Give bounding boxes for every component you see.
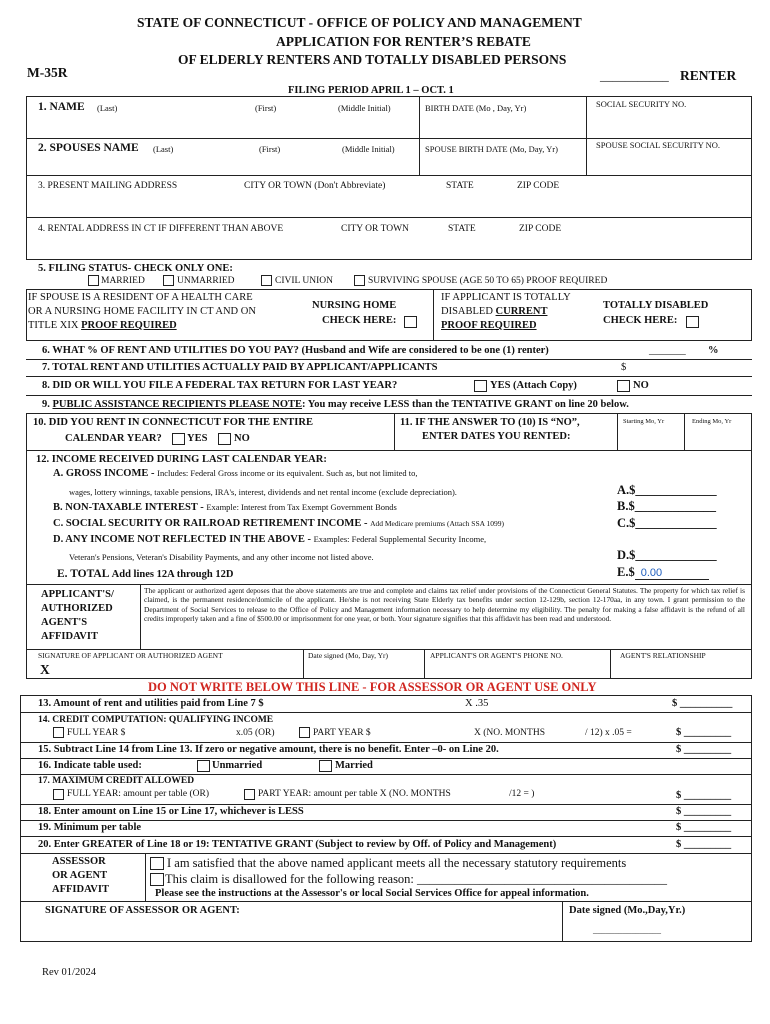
q10-no-checkbox[interactable] [218, 433, 231, 445]
spouse-first-label: (First) [259, 144, 281, 154]
q12b-text: B. NON-TAXABLE INTEREST - Example: Interest from Tax Exempt Government Bonds [53, 502, 397, 513]
q10-yes-checkbox[interactable] [172, 433, 185, 445]
line18-text: 18. Enter amount on Line 15 or Line 17, whichever is LESS [38, 806, 304, 817]
spouse-middle-label: (Middle Initial) [342, 144, 395, 154]
line17-text: 17. MAXIMUM CREDIT ALLOWED [38, 776, 195, 786]
q12c-field[interactable]: C.$_____________ [617, 516, 717, 530]
spouse-name-label: 2. SPOUSES NAME [38, 142, 139, 154]
line14-x05: x.05 (OR) [236, 728, 275, 738]
assessor-aff-title-l3: AFFIDAVIT [52, 884, 109, 895]
q7-input[interactable] [630, 360, 750, 375]
name-label: 1. NAME [38, 101, 85, 113]
renter-blank[interactable]: ___________ [600, 69, 669, 83]
satisfied-checkbox[interactable] [150, 857, 164, 870]
birth-date-input[interactable] [421, 115, 585, 137]
rental-address-label: 4. RENTAL ADDRESS IN CT IF DIFFERENT THAN ABOVE [38, 224, 284, 234]
name-input[interactable] [28, 115, 418, 137]
nursing-line3: TITLE XIX PROOF REQUIRED [28, 320, 177, 331]
q9-text: 9. PUBLIC ASSISTANCE RECIPIENTS PLEASE NOTE: You may receive LESS than the TENTATIVE GRANT on line 20 below. [42, 399, 629, 410]
line17-part-checkbox[interactable] [244, 789, 255, 800]
affidavit-title-l1: APPLICANT'S/ [41, 589, 114, 600]
line13-field[interactable]: $ __________ [672, 698, 733, 709]
line17-div: /12 = ) [509, 789, 535, 799]
disabled-line2: DISABLED CURRENT [441, 306, 548, 317]
disabled-line1: IF APPLICANT IS TOTALLY [441, 292, 571, 303]
q12d-field[interactable]: D.$_____________ [617, 548, 717, 562]
instructions-text: Please see the instructions at the Assessor's or local Social Services Office for appeal information. [155, 888, 589, 899]
disallowed-checkbox[interactable] [150, 873, 164, 886]
spouse-ssn-input[interactable] [588, 153, 750, 174]
mailing-city-label: CITY OR TOWN (Don't Abbreviate) [244, 181, 386, 191]
line20-field[interactable]: $ _________ [676, 839, 732, 850]
q12c-text: C. SOCIAL SECURITY OR RAILROAD RETIREMENT INCOME - Add Medicare premiums (Attach SSA 1099) [53, 518, 505, 529]
signature-input[interactable] [55, 661, 300, 677]
header-title-line1: STATE OF CONNECTICUT - OFFICE OF POLICY AND MANAGEMENT [137, 15, 582, 30]
relationship-label: AGENT'S RELATIONSHIP [620, 651, 706, 660]
rental-state-label: STATE [448, 224, 476, 234]
rental-city-label: CITY OR TOWN [341, 224, 409, 234]
affidavit-title-l2: AUTHORIZED [41, 603, 113, 614]
assessor-banner: DO NOT WRITE BELOW THIS LINE - FOR ASSESSOR OR AGENT USE ONLY [148, 680, 597, 694]
rental-zip-label: ZIP CODE [519, 224, 562, 234]
disabled-check-line2: CHECK HERE: [603, 315, 678, 326]
surviving-spouse-checkbox[interactable] [354, 275, 365, 286]
satisfied-text: I am satisfied that the above named applicant meets all the necessary statutory requirements [167, 856, 627, 870]
spouse-name-input[interactable] [28, 156, 418, 174]
line17-full: FULL YEAR: amount per table (OR) [67, 789, 210, 799]
q6-pct: % [708, 345, 719, 356]
mailing-address-label: 3. PRESENT MAILING ADDRESS [38, 181, 178, 191]
line14-full-checkbox[interactable] [53, 727, 64, 738]
assessor-aff-title-l1: ASSESSOR [52, 856, 106, 867]
line14-part-year: PART YEAR $ [313, 728, 371, 738]
affidavit-title-l4: AFFIDAVIT [41, 631, 98, 642]
q12a-desc2: wages, lottery winnings, taxable pensions, IRA's, interest, dividends and net rental income (exclude depreciation). [69, 487, 457, 497]
date-signed-label: Date signed (Mo, Day, Yr) [308, 651, 389, 660]
line14-no-months: X (NO. MONTHS [474, 728, 545, 738]
q8-no-checkbox[interactable] [617, 380, 630, 392]
q10-line2: CALENDAR YEAR? [65, 433, 162, 444]
date-signed-input[interactable] [305, 662, 423, 677]
nursing-home-checkbox[interactable] [404, 316, 417, 328]
q6-blank[interactable]: _______ [649, 345, 686, 356]
disabled-line3: PROOF REQUIRED [441, 320, 537, 331]
q6-text: 6. WHAT % OF RENT AND UTILITIES DO YOU PAY? (Husband and Wife are considered to be one (1) renter) [42, 345, 549, 356]
surviving-spouse-label: SURVIVING SPOUSE (AGE 50 TO 65) PROOF REQUIRED [368, 276, 608, 286]
name-last-label: (Last) [97, 103, 118, 113]
line17-part: PART YEAR: amount per table X (NO. MONTHS [258, 789, 451, 799]
q12e-value[interactable]: 0.00 [635, 568, 709, 580]
line19-field[interactable]: $ _________ [676, 822, 732, 833]
q11-line1: 11. IF THE ANSWER TO (10) IS “NO”, [400, 417, 580, 428]
line16-married: Married [335, 760, 373, 771]
signature-label: SIGNATURE OF APPLICANT OR AUTHORIZED AGENT [38, 651, 223, 660]
filing-period: FILING PERIOD APRIL 1 – OCT. 1 [288, 85, 454, 96]
unmarried-label: UNMARRIED [177, 276, 235, 286]
mailing-zip-label: ZIP CODE [517, 181, 560, 191]
name-first-label: (First) [255, 103, 277, 113]
q8-yes-checkbox[interactable] [474, 380, 487, 392]
q10-line1: 10. DID YOU RENT IN CONNECTICUT FOR THE ENTIRE [33, 417, 313, 428]
civil-union-checkbox[interactable] [261, 275, 272, 286]
line18-field[interactable]: $ _________ [676, 806, 732, 817]
header-title-line3: OF ELDERLY RENTERS AND TOTALLY DISABLED PERSONS [178, 52, 567, 67]
q12d-text: D. ANY INCOME NOT REFLECTED IN THE ABOVE - Examples: Federal Supplemental Security Income, [53, 534, 487, 545]
header-title-line2: APPLICATION FOR RENTER’S REBATE [276, 34, 531, 49]
line16-unmarried: Unmarried [212, 760, 263, 771]
nursing-check-line1: NURSING HOME [312, 300, 397, 311]
line14-full-year: FULL YEAR $ [67, 728, 126, 738]
line20-text: 20. Enter GREATER of Line 18 or 19: TENTATIVE GRANT (Subject to review by Off. of Policy and Management) [38, 839, 557, 850]
signature-x: X [40, 662, 50, 677]
line15-field[interactable]: $ _________ [676, 744, 732, 755]
affidavit-text: The applicant or authorized agent deposes that the above statements are true and complete and claims tax relief under provisions of the Connecticut General Statutes. The property for which tax relief is claimed, is the permanent residence/domicile of the applicant. He/she is not receiving State Elderly tax benefits under section 12-129b, section 12-170aa, in any town. I grant permission to the Department of Social Services to release to the Office of Policy and Management information necessary to help determine my eligibility. The penalty for making a false affidavit is the refund of all credits improperly taken and a fine of $500.00 or imprisonment for one year, or both. Your signature signifies that this affidavit has been read and understood. [144, 586, 745, 624]
line13-text: 13. Amount of rent and utilities paid from Line 7 $ [38, 698, 264, 709]
line13-mult: X .35 [465, 698, 489, 709]
q11-ending-input[interactable] [686, 428, 750, 449]
married-label: MARRIED [101, 276, 145, 286]
q11-starting-label: Starting Mo, Yr [623, 418, 665, 425]
line19-text: 19. Minimum per table [38, 822, 142, 833]
q12d-desc2: Veteran's Pensions, Veteran's Disability Payments, and any other income not listed above. [69, 552, 374, 562]
q7-text: 7. TOTAL RENT AND UTILITIES ACTUALLY PAID BY APPLICANT/APPLICANTS [42, 362, 438, 373]
nursing-line1: IF SPOUSE IS A RESIDENT OF A HEALTH CARE [28, 292, 253, 303]
phone-input[interactable] [426, 662, 609, 677]
affidavit-title-l3: AGENT'S [41, 617, 88, 628]
relationship-input[interactable] [612, 662, 750, 677]
q10-yes-label: YES [187, 433, 208, 444]
form-id: M-35R [27, 65, 68, 80]
q12a-field[interactable]: A.$_____________ [617, 483, 717, 497]
rental-address-input[interactable] [28, 237, 750, 258]
q12e-text: E. TOTAL Add lines 12A through 12D [57, 568, 234, 580]
civil-union-label: CIVIL UNION [275, 276, 333, 286]
q12e-field[interactable]: E.$ 0.00 [617, 566, 709, 580]
married-checkbox[interactable] [88, 275, 99, 286]
renter-label: RENTER [680, 68, 737, 83]
birth-date-label: BIRTH DATE (Mo , Day, Yr) [425, 103, 527, 113]
line14-div: / 12) x .05 = [585, 728, 632, 738]
disallowed-text: This claim is disallowed for the following reason: ________________________________________ [165, 872, 668, 886]
line14-part-checkbox[interactable] [299, 727, 310, 738]
line14-field[interactable]: $ _________ [676, 727, 732, 738]
assessor-signature-input[interactable] [22, 918, 560, 940]
q11-starting-input[interactable] [619, 428, 683, 449]
assessor-signature-label: SIGNATURE OF ASSESSOR OR AGENT: [45, 905, 240, 916]
line15-text: 15. Subtract Line 14 from Line 13. If zero or negative amount, there is no benefit. Enter –0- on Line 20. [38, 744, 499, 755]
spouse-birth-label: SPOUSE BIRTH DATE (Mo, Day, Yr) [425, 144, 558, 154]
line17-full-checkbox[interactable] [53, 789, 64, 800]
disabled-check-line1: TOTALLY DISABLED [603, 300, 709, 311]
q8-no-label: NO [633, 380, 649, 391]
q10-no-label: NO [234, 433, 250, 444]
nursing-line2: OR A NURSING HOME FACILITY IN CT AND ON [28, 306, 256, 317]
q8-yes-label: YES (Attach Copy) [490, 380, 577, 391]
q12-title: 12. INCOME RECEIVED DURING LAST CALENDAR YEAR: [36, 454, 327, 465]
line16-text: 16. Indicate table used: [38, 760, 142, 771]
revision-label: Rev 01/2024 [42, 967, 96, 978]
q12b-field[interactable]: B.$_____________ [617, 499, 716, 513]
unmarried-checkbox[interactable] [163, 275, 174, 286]
assessor-date-blank[interactable]: ________________ [593, 925, 661, 935]
q12a-text: A. GROSS INCOME - Includes: Federal Gross income or its equivalent. Such as, but not limited to, [53, 468, 418, 479]
q8-text: 8. DID OR WILL YOU FILE A FEDERAL TAX RETURN FOR LAST YEAR? [42, 380, 398, 391]
line14-text: 14. CREDIT COMPUTATION: QUALIFYING INCOME [38, 715, 274, 725]
spouse-birth-input[interactable] [421, 156, 585, 174]
spouse-ssn-label: SPOUSE SOCIAL SECURITY NO. [596, 140, 721, 150]
line17-field[interactable]: $ _________ [676, 790, 732, 801]
q7-dollar: $ [621, 362, 627, 373]
ssn-input[interactable] [588, 112, 750, 137]
nursing-check-line2: CHECK HERE: [322, 315, 397, 326]
line16-unmarried-checkbox[interactable] [197, 760, 210, 772]
mailing-state-label: STATE [446, 181, 474, 191]
mailing-address-input[interactable] [28, 194, 750, 216]
ssn-label: SOCIAL SECURITY NO. [596, 99, 687, 109]
q11-ending-label: Ending Mo, Yr [692, 418, 732, 425]
assessor-date-label: Date signed (Mo.,Day,Yr.) [569, 905, 686, 916]
phone-label: APPLICANT'S OR AGENT'S PHONE NO. [430, 651, 563, 660]
assessor-aff-title-l2: OR AGENT [52, 870, 108, 881]
totally-disabled-checkbox[interactable] [686, 316, 699, 328]
q11-line2: ENTER DATES YOU RENTED: [422, 431, 571, 442]
spouse-last-label: (Last) [153, 144, 174, 154]
name-middle-label: (Middle Initial) [338, 103, 391, 113]
line16-married-checkbox[interactable] [319, 760, 332, 772]
filing-status-label: 5. FILING STATUS- CHECK ONLY ONE: [38, 263, 233, 274]
